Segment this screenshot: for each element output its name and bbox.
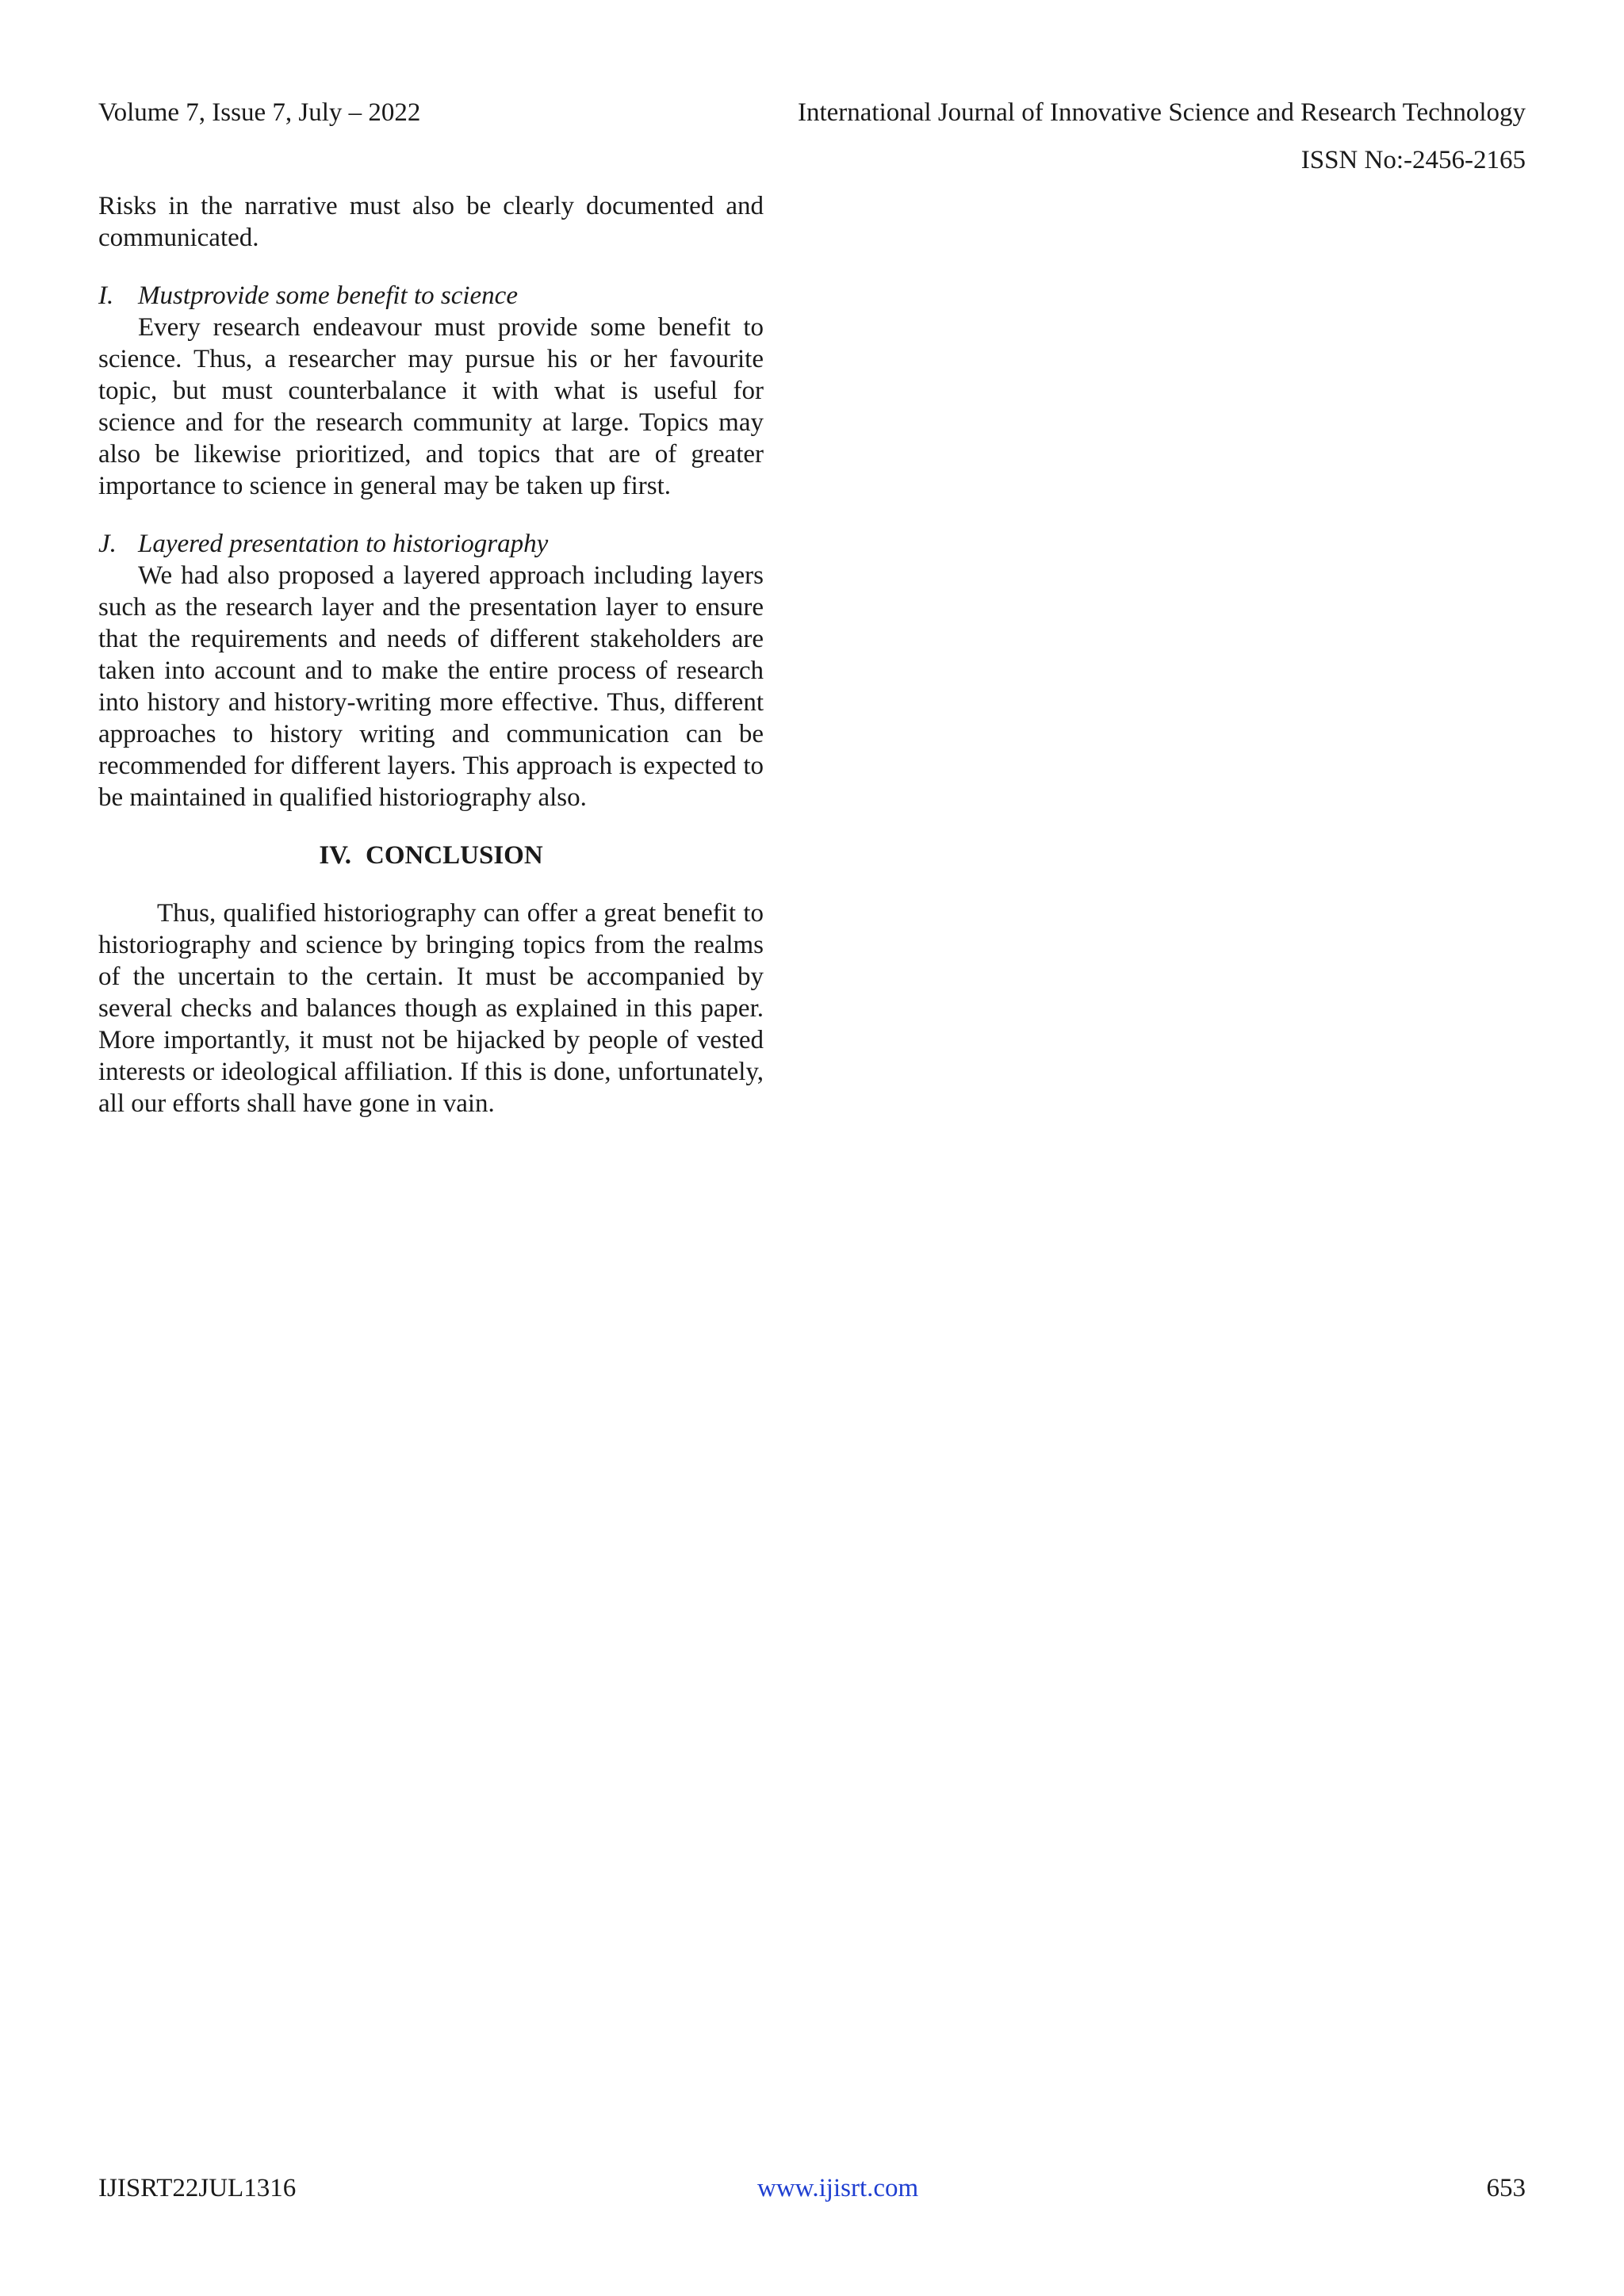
subsection-i-number: I.: [98, 281, 114, 310]
text-column: [98, 190, 764, 1119]
subsection-j-heading: [98, 528, 764, 560]
subsection-i-title: Mustprovide some benefit to science: [138, 281, 518, 310]
subsection-j-paragraph: We had also proposed a layered approach including layers such as the research layer and the presentation layer to ensure that the requirements and needs of different stakeholders are taken into account and to make the entire process of research into history and history-writing more effective. Thus, different approaches to history writing and communication can be recommended for different layers. This approach is expected to be maintained in qualified historiography also.: [98, 561, 764, 812]
header-issn: ISSN No:-2456-2165: [1300, 146, 1526, 174]
conclusion-heading: [98, 840, 764, 871]
conclusion-paragraph: Thus, qualified historiography can offer a great benefit to historiography and science by bringing topics from the realms of the uncertain to the certain. It must be accompanied by several checks and balances though as explained in this paper. More importantly, it must not be hijacked by people of vested interests or ideological affiliation. If this is done, unfortunately, all our efforts shall have gone in vain.: [98, 899, 764, 1118]
header-volume: Volume 7, Issue 7, July – 2022: [98, 98, 421, 127]
footer-website-link[interactable]: www.ijisrt.com: [757, 2174, 919, 2202]
subsection-j-title: Layered presentation to historiography: [138, 530, 549, 558]
header-journal-title: International Journal of Innovative Science and Research Technology: [797, 98, 1526, 127]
intro-paragraph: Risks in the narrative must also be clearly documented and communicated.: [98, 192, 764, 252]
footer-page-number: 653: [1486, 2174, 1526, 2202]
subsection-j-number: J.: [98, 530, 117, 558]
footer-paper-id: IJISRT22JUL1316: [98, 2174, 297, 2202]
conclusion-title: CONCLUSION: [365, 841, 543, 870]
subsection-i-heading: [98, 280, 764, 312]
conclusion-number: IV.: [319, 841, 351, 870]
subsection-i-paragraph: Every research endeavour must provide some benefit to science. Thus, a researcher may pursue his or her favourite topic, but must counterbalance it with what is useful for science and for the research community at large. Topics may also be likewise prioritized, and topics that are of greater importance to science in general may be taken up first.: [98, 313, 764, 500]
